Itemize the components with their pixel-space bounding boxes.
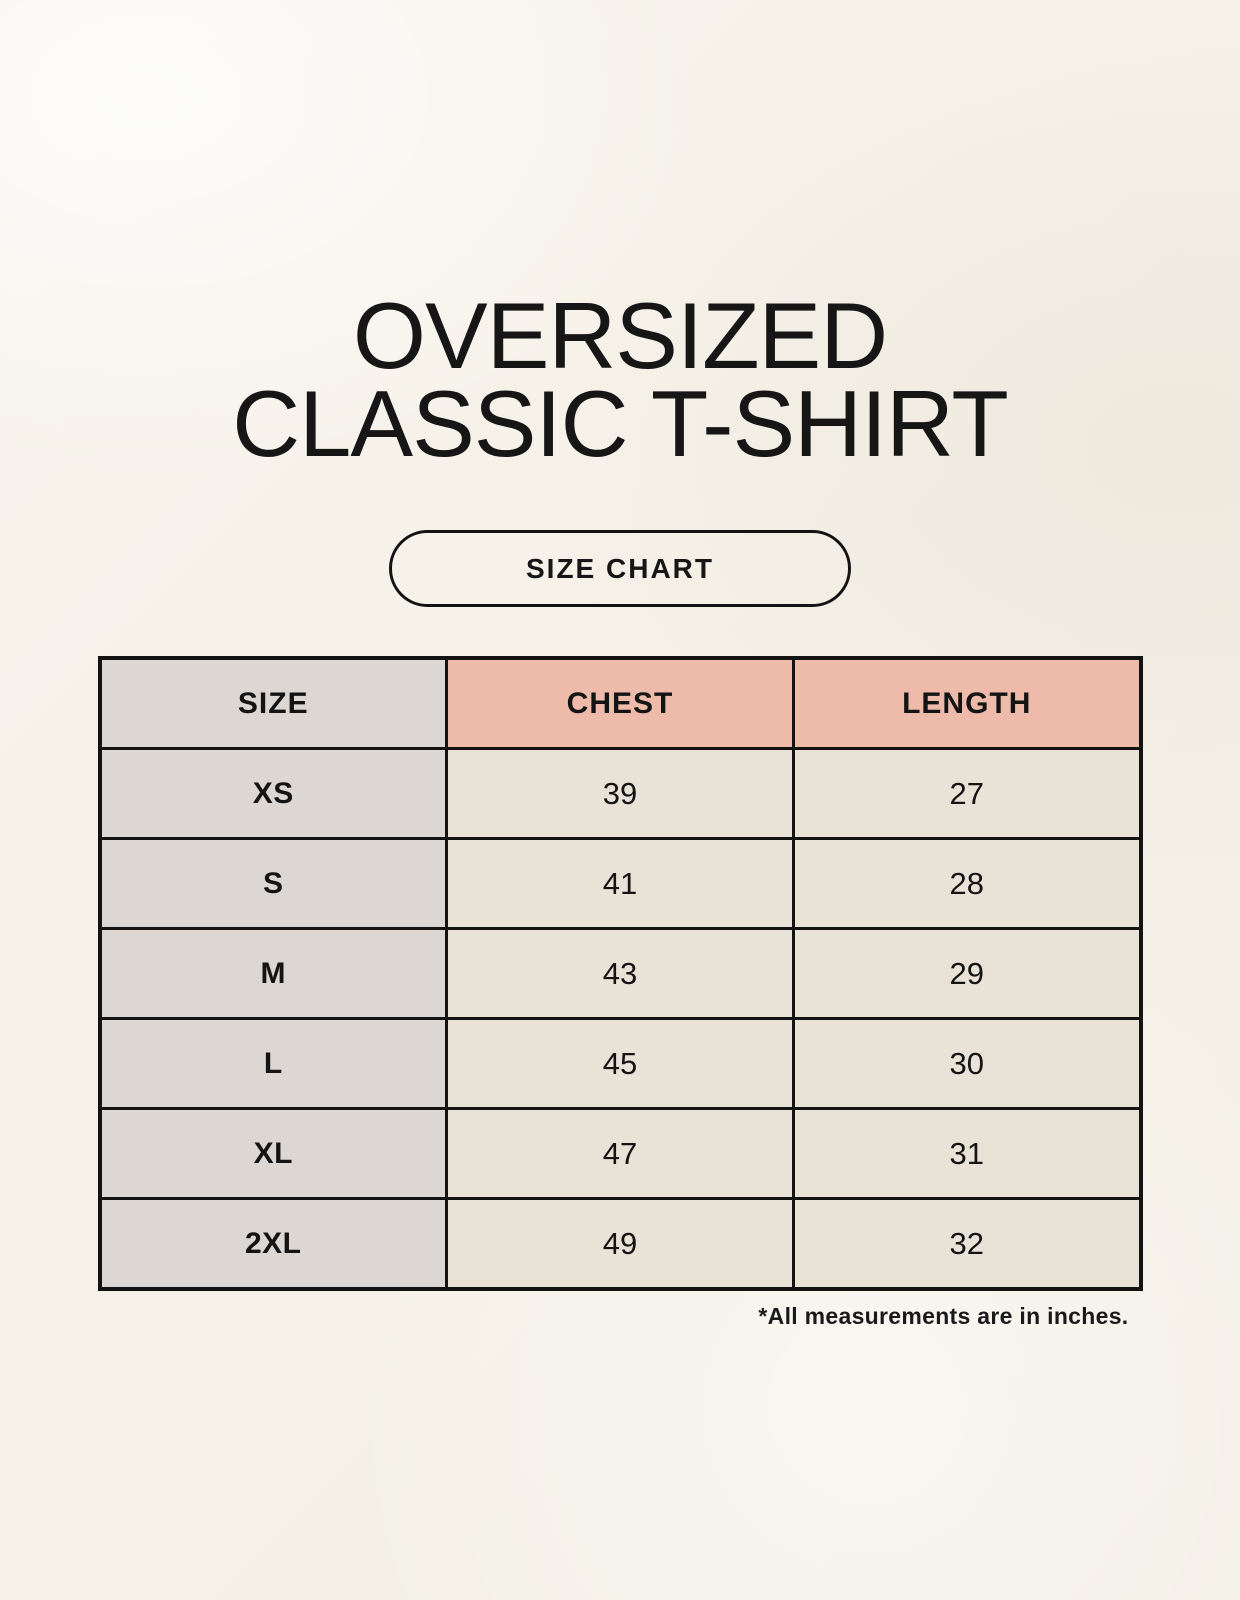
length-cell: 32 xyxy=(794,1199,1141,1290)
table-row-l xyxy=(100,1019,1141,1109)
size-chart-badge-label: SIZE CHART xyxy=(526,552,714,584)
chest-cell: 49 xyxy=(447,1199,794,1290)
table-row-m xyxy=(100,929,1141,1019)
chest-cell: 39 xyxy=(447,749,794,839)
size-cell: XL xyxy=(100,1109,447,1199)
table-row-s xyxy=(100,839,1141,929)
table-row-xs xyxy=(100,749,1141,839)
size-cell: 2XL xyxy=(100,1199,447,1290)
length-cell: 29 xyxy=(794,929,1141,1019)
table-row-2xl xyxy=(100,1199,1141,1290)
product-title xyxy=(0,283,1240,476)
size-chart-badge[interactable] xyxy=(389,530,851,607)
product-title-line2: CLASSIC T-SHIRT xyxy=(232,371,1008,476)
length-cell: 28 xyxy=(794,839,1141,929)
chest-cell: 45 xyxy=(447,1019,794,1109)
table-row-xl xyxy=(100,1109,1141,1199)
header-row xyxy=(100,658,1141,749)
size-chart-table-head xyxy=(100,658,1141,749)
size-chart-table xyxy=(98,656,1143,1291)
chest-cell: 43 xyxy=(447,929,794,1019)
size-chart-table-body xyxy=(100,749,1141,1290)
size-cell: L xyxy=(100,1019,447,1109)
measurement-footnote: *All measurements are in inches. xyxy=(758,1303,1129,1329)
size-cell: XS xyxy=(100,749,447,839)
length-cell: 30 xyxy=(794,1019,1141,1109)
length-cell: 31 xyxy=(794,1109,1141,1199)
chest-cell: 41 xyxy=(447,839,794,929)
product-title-line1: OVERSIZED xyxy=(352,283,888,388)
size-cell: S xyxy=(100,839,447,929)
chest-cell: 47 xyxy=(447,1109,794,1199)
length-cell: 27 xyxy=(794,749,1141,839)
col-header-chest: CHEST xyxy=(447,658,794,749)
col-header-length: LENGTH xyxy=(794,658,1141,749)
col-header-size: SIZE xyxy=(100,658,447,749)
size-cell: M xyxy=(100,929,447,1019)
